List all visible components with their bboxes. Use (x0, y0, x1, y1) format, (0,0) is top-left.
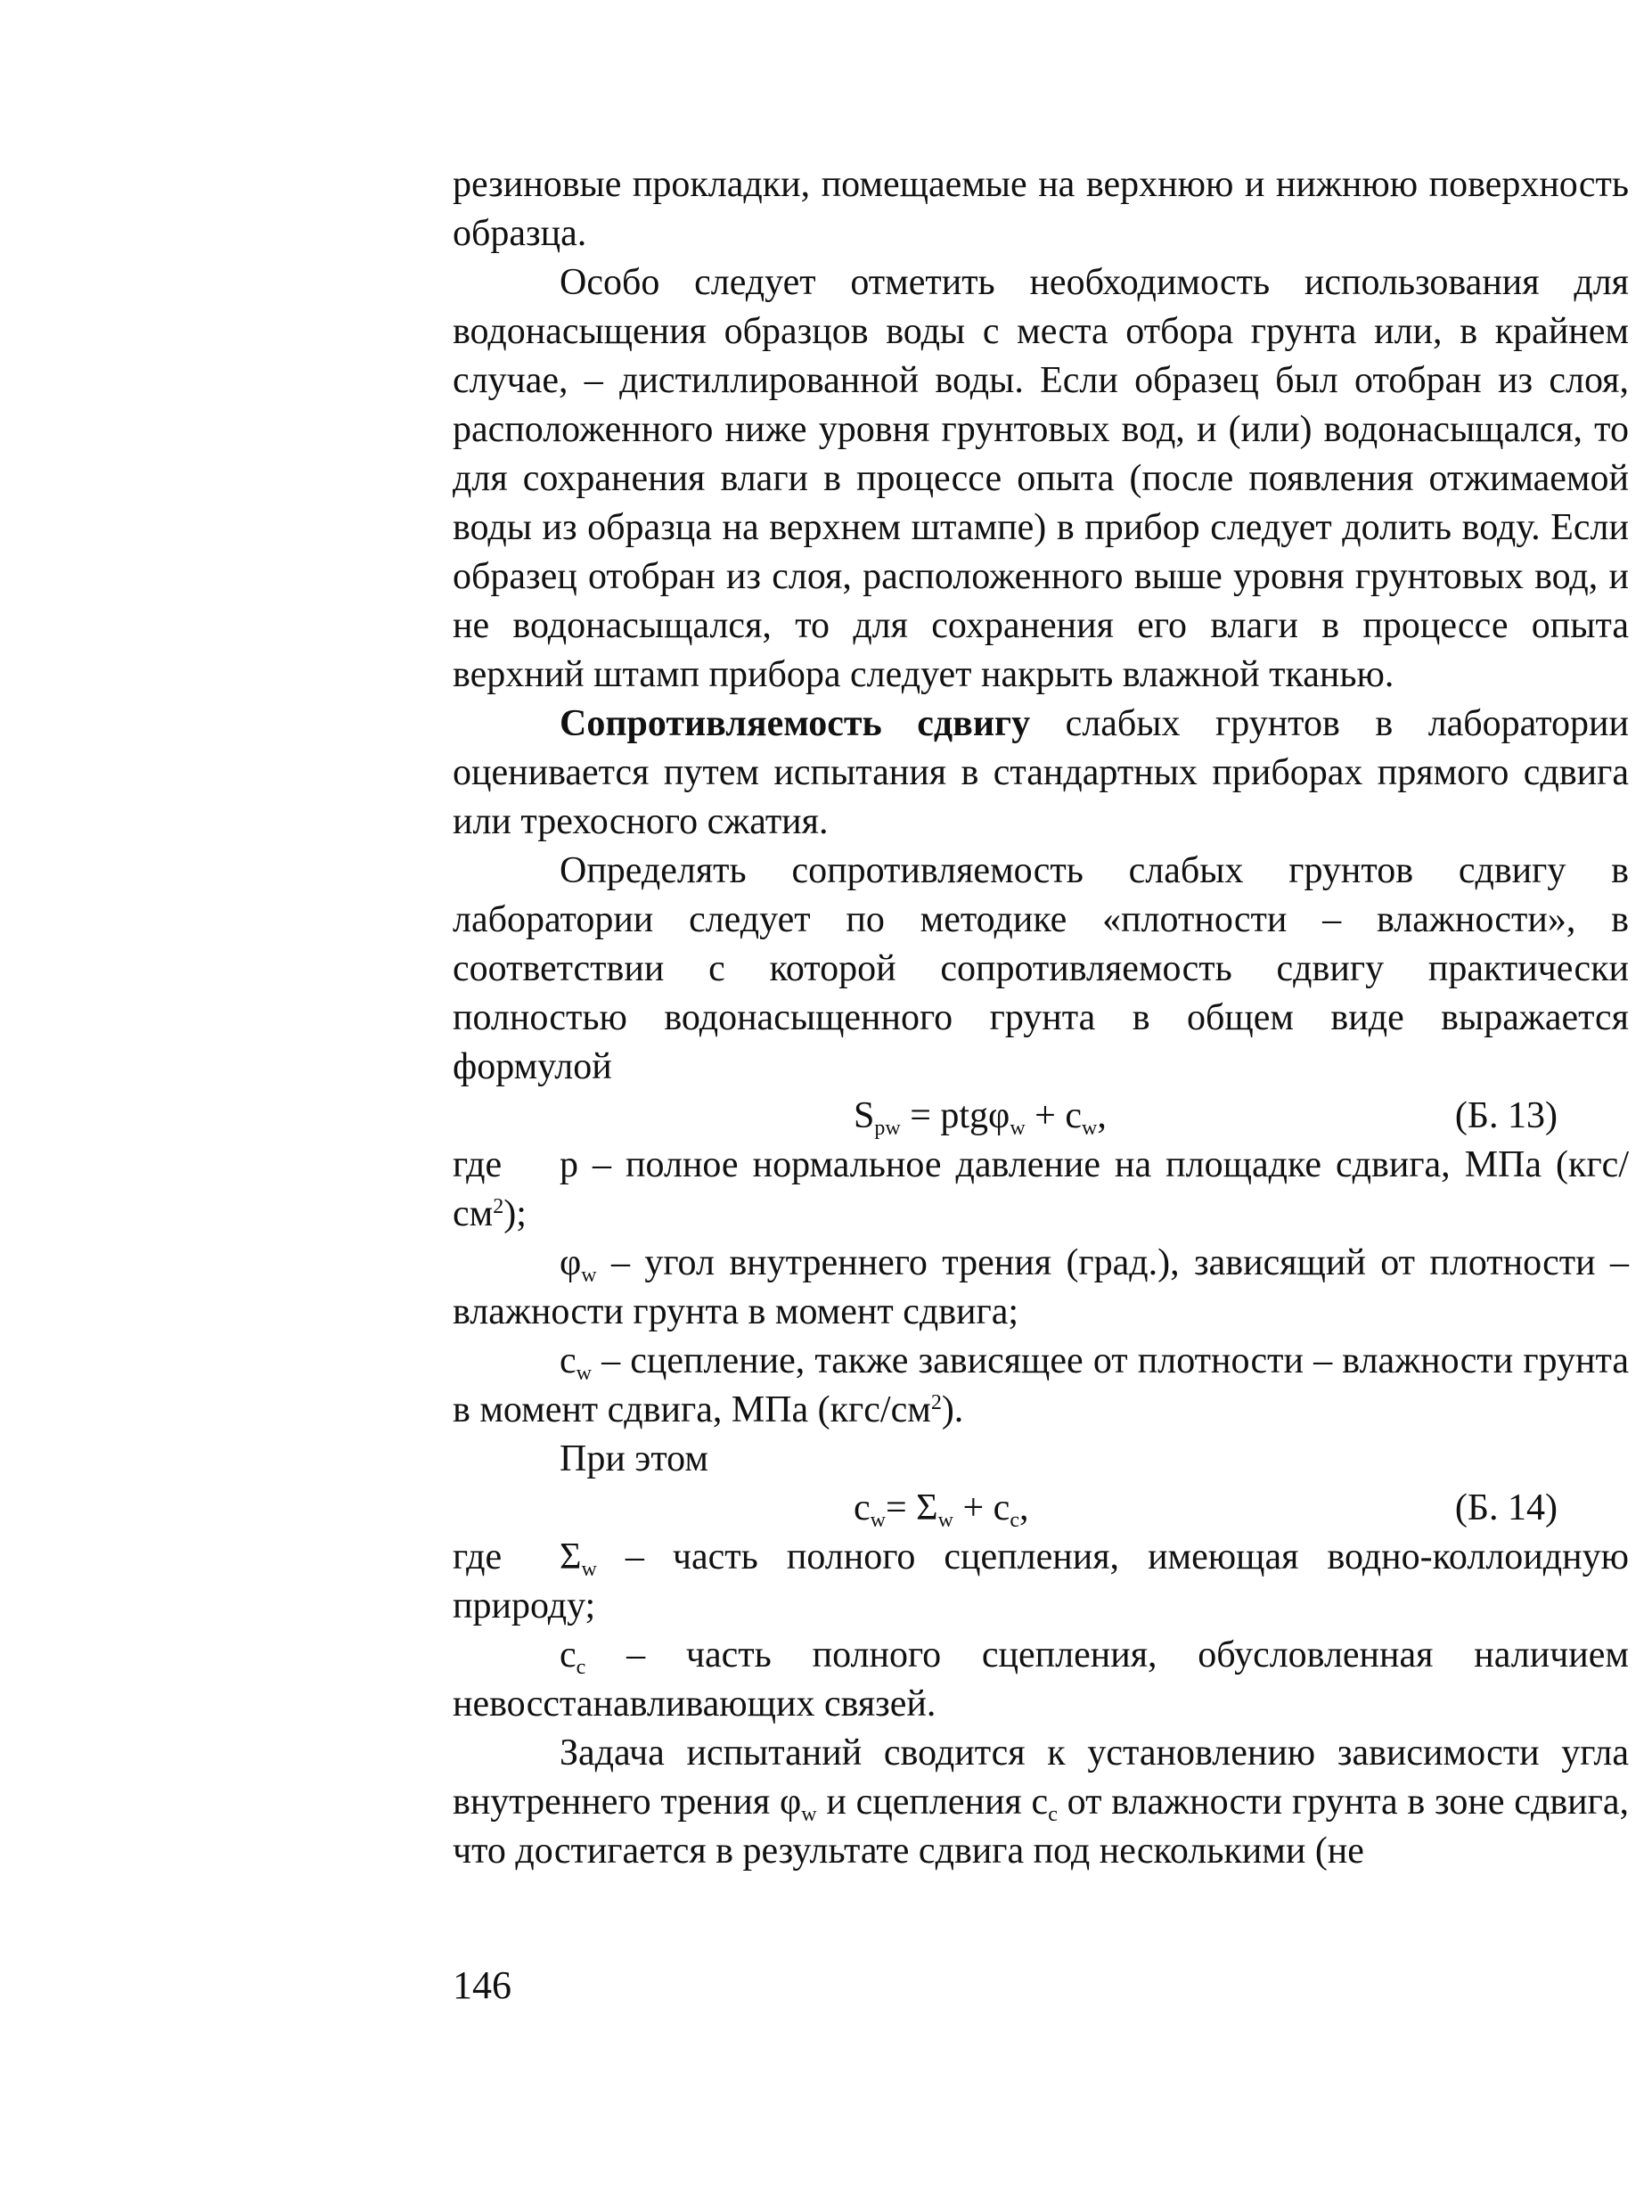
formula-b13-number: (Б. 13) (1454, 1095, 1558, 1136)
definition-cc: $c_c$ – часть полного сцепления, обусловленная наличием невосстанавливающих связей. (453, 1634, 1629, 1725)
formula-b14-number: (Б. 14) (1454, 1487, 1558, 1528)
definition-p: где p – полное нормальное давление на площадке сдвига, МПа $(кгс/см^2)$; (453, 1141, 1629, 1239)
paragraph-4 (453, 847, 1629, 1092)
formula-b14-expression: $c_w= \Sigma_w + c_c$, (854, 1487, 1029, 1532)
definition-sigma: где $\Sigma_w$ – часть полного сцепления, имеющая водно-коллоидную природу; (453, 1533, 1629, 1631)
page-body (453, 160, 1629, 1876)
paragraph-1-text: резиновые прокладки, помещаемые на верхнюю и нижнюю поверхность образца. (453, 164, 1629, 254)
formula-b13 (453, 1092, 1629, 1141)
paragraph-last: Задача испытаний сводится к установлению зависимости угла внутреннего трения $\varphi_w$ и сцепления $c_c$ от влажности грунта в зоне сдвига, что достигается в результате сдвига под несколькими (не (453, 1733, 1629, 1872)
paragraph-3-text: слабых грунтов в лаборатории оценивается путем испытания в стандартных приборах прямого сдвига или трехосного сжатия. (453, 703, 1629, 842)
where-label-1: где (453, 1144, 503, 1185)
pri-etom-line: При этом (560, 1438, 708, 1479)
where-label-2: где (453, 1536, 503, 1577)
formula-b13-expression: $S_{pw} = ptg\varphi_w + c_w$, (854, 1095, 1107, 1140)
formula-b14 (453, 1484, 1629, 1533)
definition-cw: $c_w$ – сцепление, также зависящее от плотности – влажности грунта в момент сдвига, МПа $(кгс/см^2)$. (453, 1340, 1629, 1430)
definition-phi: $\varphi_w$ – угол внутреннего трения (град.), зависящий от плотности – влажности грунта в момент сдвига; (453, 1242, 1629, 1332)
page-number: 146 (453, 1963, 511, 2007)
paragraph-2 (453, 258, 1629, 700)
paragraph-1 (453, 160, 1629, 258)
paragraph-3 (453, 700, 1629, 847)
shear-resistance-term: Сопротивляемость сдвигу (560, 703, 1031, 744)
paragraph-2-text: Особо следует отметить необходимость использования для водонасыщения образцов воды с места отбора грунта или, в крайнем случае, – дистиллированной воды. Если образец был отобран из слоя, расположенного ниже уровня грунтовых вод, и (или) водонасыщался, то для сохранения влаги в процессе опыта (после появления отжимаемой воды из образца на верхнем штампе) в прибор следует долить воду. Если образец отобран из слоя, расположенного выше уровня грунтовых вод, и не водонасыщался, то для сохранения его влаги в процессе опыта верхний штамп прибора следует накрыть влажной тканью. (453, 262, 1629, 695)
paragraph-4-text: Определять сопротивляемость слабых грунтов сдвигу в лаборатории следует по методике «плотности – влажности», в соответствии с которой сопротивляемость сдвигу практически полностью водонасыщенного грунта в общем виде выражается формулой (453, 850, 1629, 1087)
